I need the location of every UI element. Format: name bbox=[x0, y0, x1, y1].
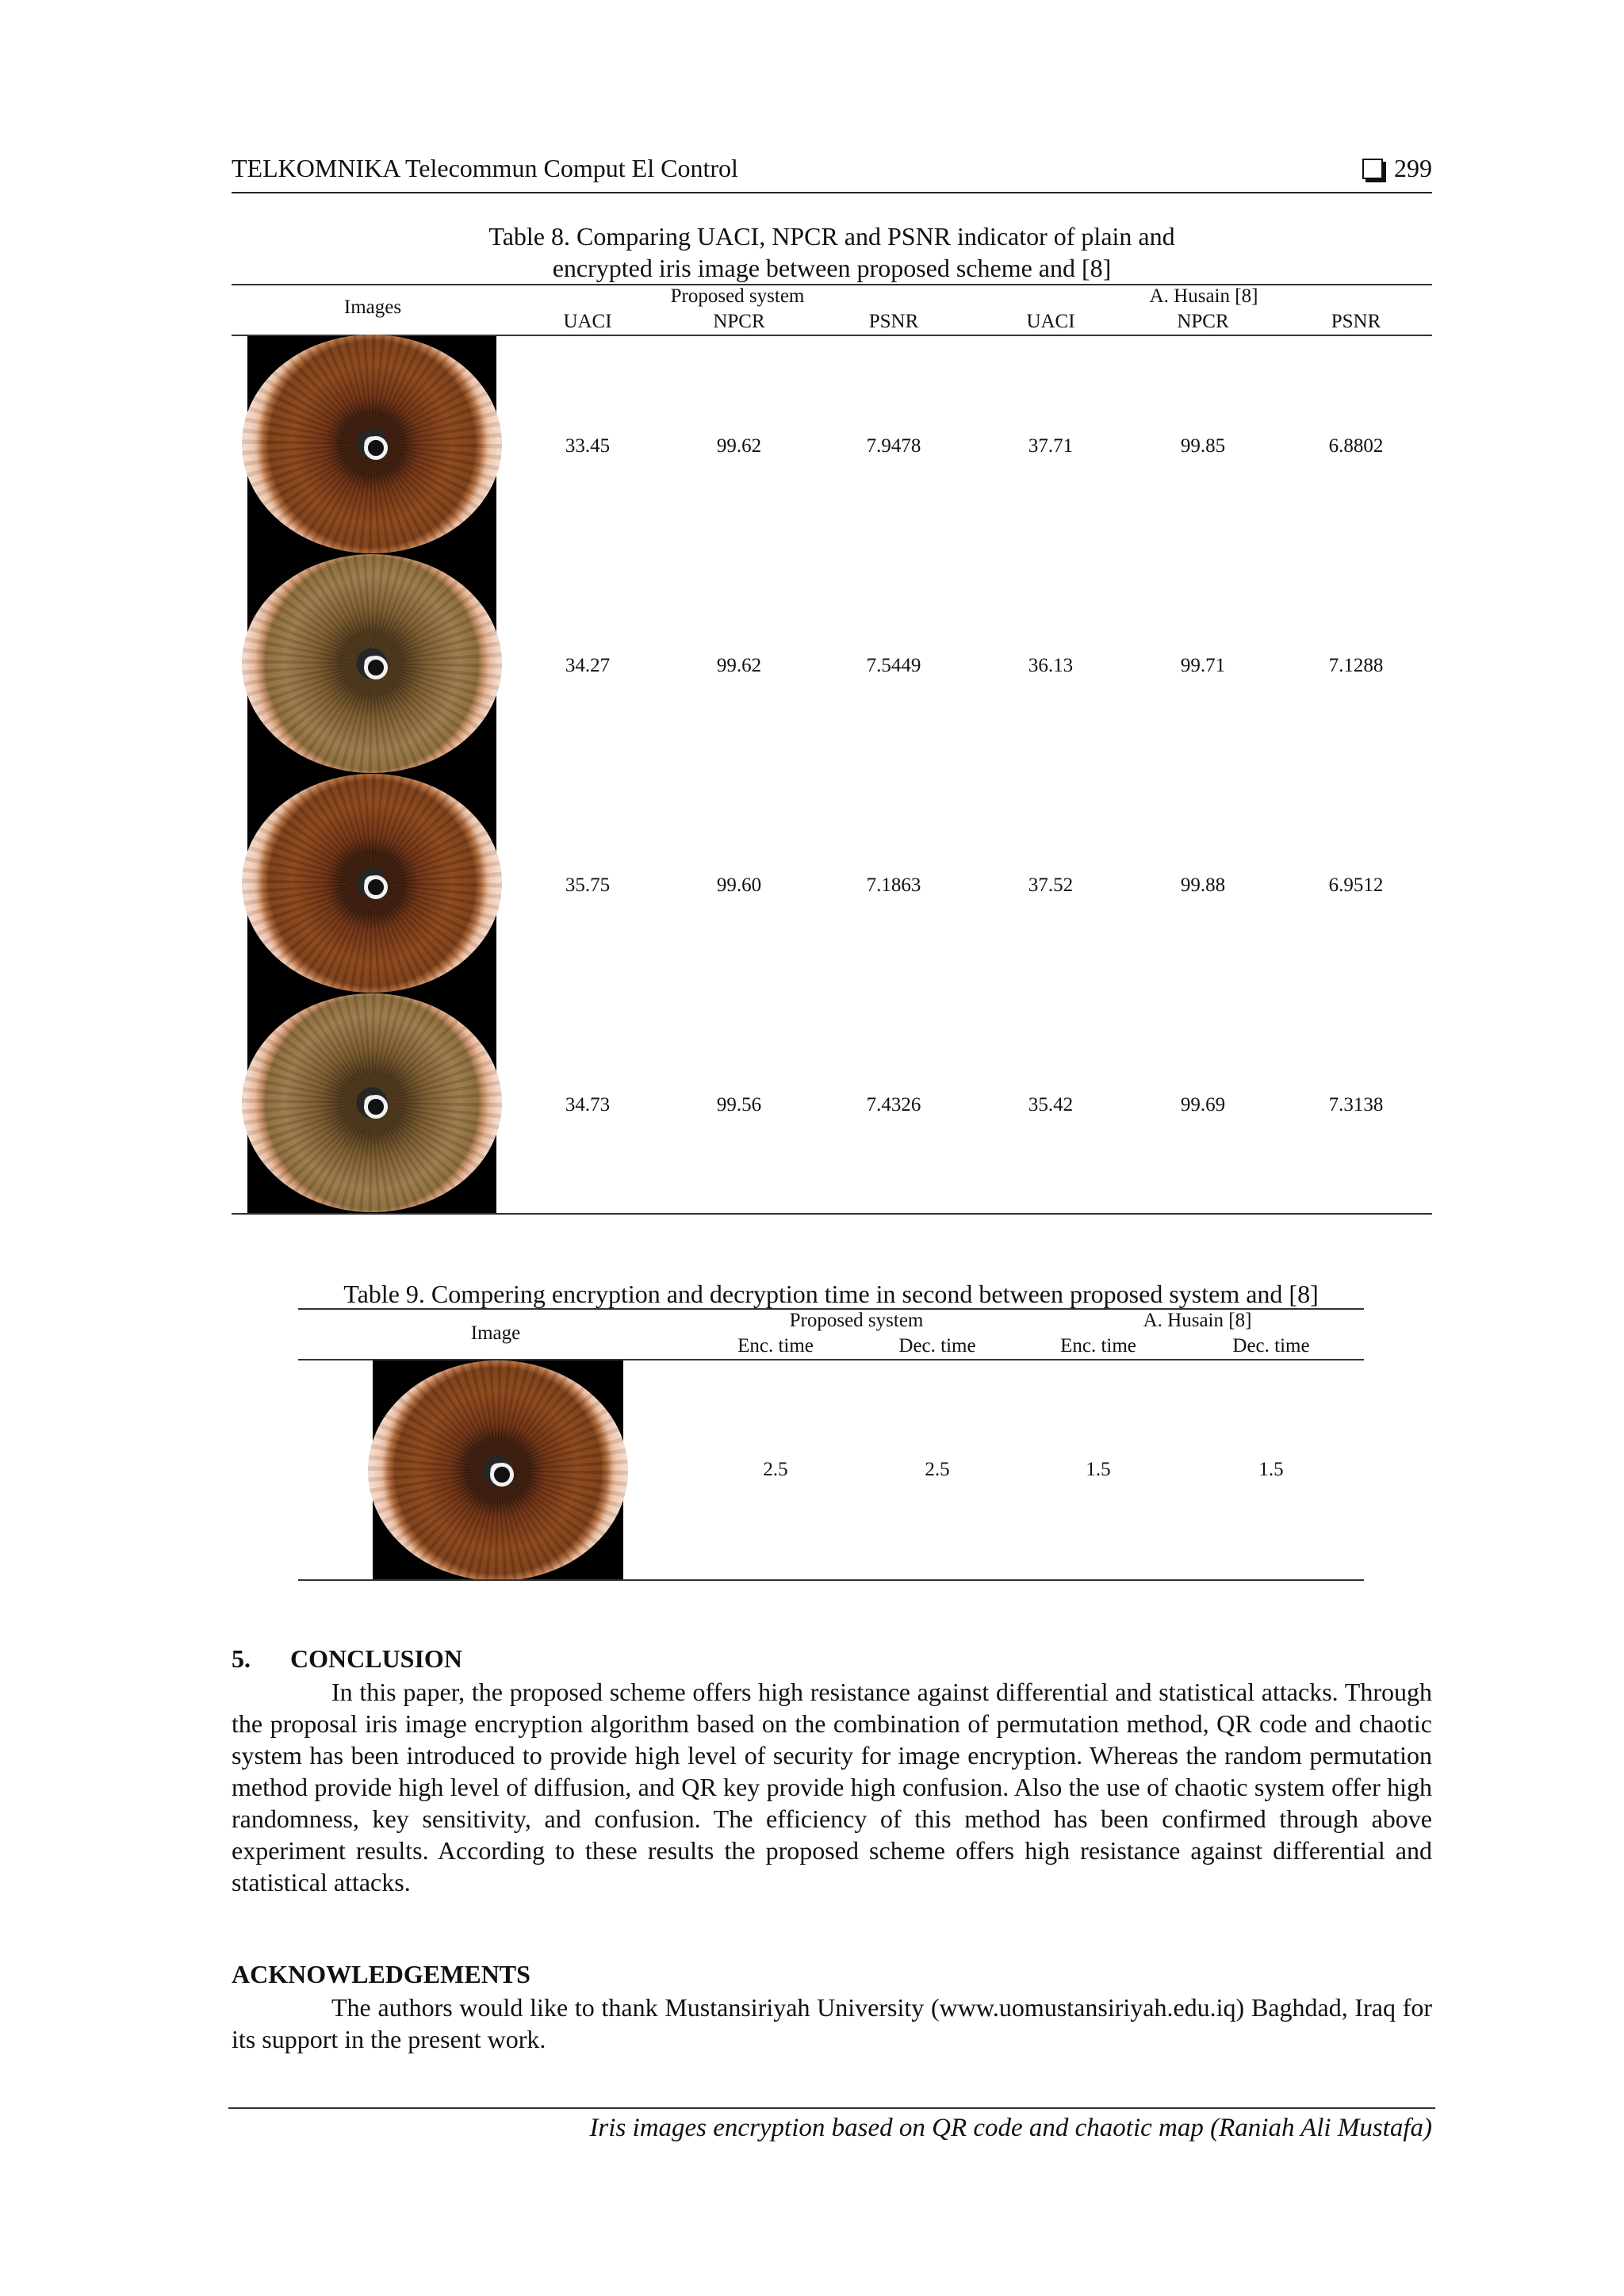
conclusion-heading bbox=[232, 1644, 462, 1674]
table8-col-uaci-husain: UACI bbox=[1026, 311, 1075, 332]
table9-col-dec-proposed: Dec. time bbox=[898, 1335, 976, 1357]
table-cell: 37.71 bbox=[1028, 435, 1074, 457]
table-cell: 99.62 bbox=[716, 655, 762, 676]
table-cell: 7.5449 bbox=[866, 655, 921, 676]
table9-caption: Table 9. Compering encryption and decryption time in second between proposed system and [8] bbox=[343, 1280, 1319, 1308]
table8-col-npcr-husain: NPCR bbox=[1177, 311, 1229, 332]
table8-caption-line1: Table 8. Comparing UACI, NPCR and PSNR indicator of plain and bbox=[488, 222, 1175, 251]
table8-col-images: Images bbox=[343, 297, 402, 318]
table9-iris-frame bbox=[373, 1360, 623, 1581]
box-bullet-icon bbox=[1362, 159, 1383, 179]
footer-rule bbox=[228, 2107, 1435, 2109]
table9-col-enc-husain: Enc. time bbox=[1060, 1335, 1136, 1357]
table-cell: 1.5 bbox=[1086, 1459, 1111, 1480]
table-cell: 35.42 bbox=[1028, 1094, 1074, 1115]
table-cell: 35.75 bbox=[565, 874, 611, 896]
table-cell: 99.62 bbox=[716, 435, 762, 457]
table-cell: 6.8802 bbox=[1328, 435, 1384, 457]
table8-col-psnr-proposed: PSNR bbox=[868, 311, 919, 332]
table8-col-psnr-husain: PSNR bbox=[1331, 311, 1381, 332]
page-number-group bbox=[1362, 154, 1432, 183]
table9-iris-image bbox=[368, 1360, 628, 1581]
table8-group-husain: A. Husain [8] bbox=[1149, 285, 1258, 307]
table8-bottom-rule bbox=[232, 1213, 1432, 1215]
table-cell: 2.5 bbox=[763, 1459, 788, 1480]
table8-caption bbox=[232, 220, 1432, 284]
table-cell: 99.88 bbox=[1180, 874, 1226, 896]
table-cell: 2.5 bbox=[925, 1459, 950, 1480]
iris-image-3 bbox=[242, 774, 502, 993]
table-cell: 34.73 bbox=[565, 1094, 611, 1115]
conclusion-title: CONCLUSION bbox=[290, 1644, 462, 1673]
table-cell: 99.71 bbox=[1180, 655, 1226, 676]
footer-running-title: Iris images encryption based on QR code and chaotic map (Raniah Ali Mustafa) bbox=[589, 2114, 1432, 2142]
table9-col-image: Image bbox=[470, 1322, 521, 1344]
table-cell: 37.52 bbox=[1028, 874, 1074, 896]
table-cell: 34.27 bbox=[565, 655, 611, 676]
table9-col-enc-proposed: Enc. time bbox=[737, 1335, 814, 1357]
acknowledgements-paragraph: The authors would like to thank Mustansiriyah University (www.uomustansiriyah.edu.iq) Baghdad, Iraq for its support in the present work. bbox=[232, 1993, 1432, 2053]
conclusion-paragraph: In this paper, the proposed scheme offers high resistance against differential and statistical attacks. Through the proposal iris image encryption algorithm based on the combination of permutation method, QR code and chaotic system has been introduced to provide high level of security for image encryption. Whereas the random permutation method provide high level of diffusion, and QR key provide high confusion. Also the use of chaotic system offer high randomness, key sensitivity, and confusion. The efficiency of this method has been confirmed through above experiment results. According to these results the proposed scheme offers high resistance against differential and statistical attacks. bbox=[232, 1678, 1432, 1896]
acknowledgements-heading: ACKNOWLEDGEMENTS bbox=[232, 1960, 530, 1988]
table8-col-uaci-proposed: UACI bbox=[563, 311, 612, 332]
table-cell: 7.1863 bbox=[866, 874, 921, 896]
table9-group-husain: A. Husain [8] bbox=[1143, 1310, 1252, 1331]
table-cell: 99.85 bbox=[1180, 435, 1226, 457]
table-cell: 7.4326 bbox=[866, 1094, 921, 1115]
conclusion-number: 5. bbox=[232, 1644, 251, 1673]
iris-image-2 bbox=[242, 554, 502, 773]
table9-bottom-rule bbox=[298, 1579, 1364, 1581]
table-cell: 99.56 bbox=[716, 1094, 762, 1115]
table-cell: 7.1288 bbox=[1328, 655, 1384, 676]
table-cell: 1.5 bbox=[1258, 1459, 1284, 1480]
table-cell: 99.69 bbox=[1180, 1094, 1226, 1115]
table-cell: 99.60 bbox=[716, 874, 762, 896]
table8-group-proposed: Proposed system bbox=[670, 285, 805, 307]
table-cell: 33.45 bbox=[565, 435, 611, 457]
table-cell: 36.13 bbox=[1028, 655, 1074, 676]
table-cell: 7.9478 bbox=[866, 435, 921, 457]
page-number: 299 bbox=[1394, 154, 1432, 182]
table9-group-proposed: Proposed system bbox=[789, 1310, 924, 1331]
table8-col-npcr-proposed: NPCR bbox=[713, 311, 765, 332]
page-header bbox=[232, 151, 1432, 193]
journal-name: TELKOMNIKA Telecommun Comput El Control bbox=[232, 154, 738, 182]
iris-image-column bbox=[247, 336, 496, 1213]
iris-image-4 bbox=[242, 993, 502, 1212]
table8-caption-line2: encrypted iris image between proposed scheme and [8] bbox=[552, 254, 1112, 282]
table-cell: 6.9512 bbox=[1328, 874, 1384, 896]
iris-image-1 bbox=[242, 335, 502, 553]
table9-col-dec-husain: Dec. time bbox=[1232, 1335, 1310, 1357]
table-cell: 7.3138 bbox=[1328, 1094, 1384, 1115]
